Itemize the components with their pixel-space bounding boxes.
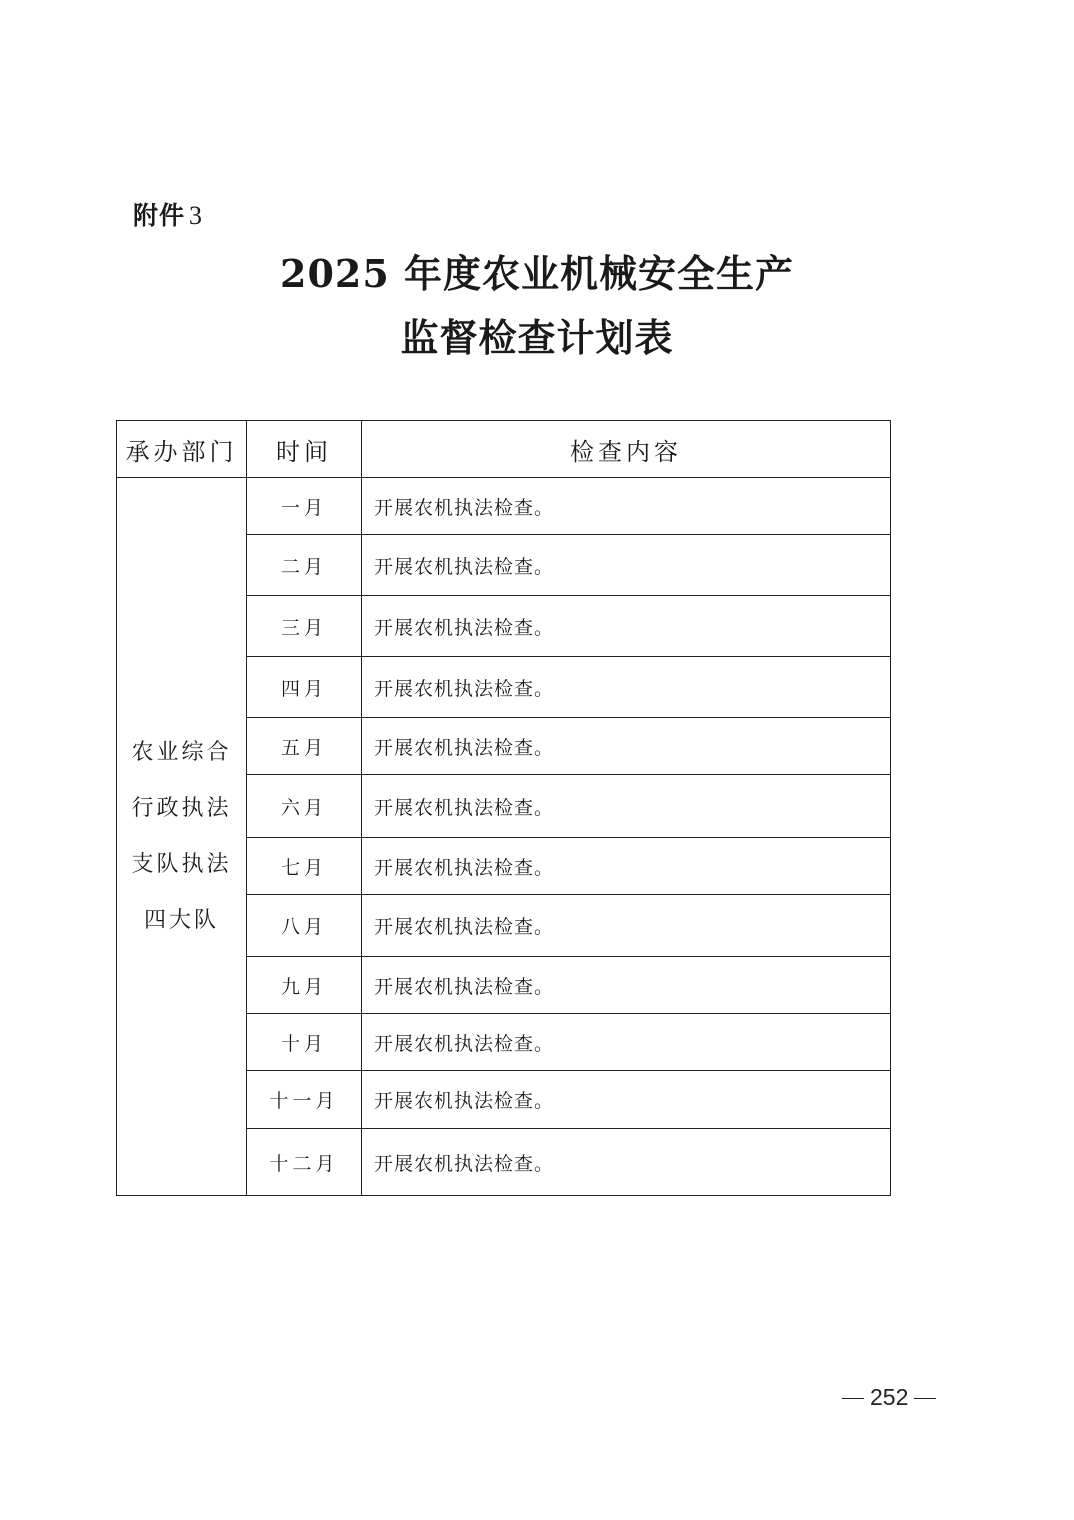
attachment-label — [133, 196, 203, 232]
month-cell: 九月 — [247, 957, 362, 1014]
table-header-row — [117, 421, 891, 478]
content-cell: 开展农机执法检查。 — [362, 657, 891, 718]
month-cell: 二月 — [247, 535, 362, 596]
table-row — [117, 478, 891, 535]
header-time: 时间 — [247, 421, 362, 478]
month-cell: 十月 — [247, 1014, 362, 1071]
month-cell: 七月 — [247, 838, 362, 895]
content-cell: 开展农机执法检查。 — [362, 838, 891, 895]
department-line: 行政执法 — [131, 795, 232, 821]
month-cell: 十二月 — [247, 1129, 362, 1196]
month-cell: 一月 — [247, 478, 362, 535]
month-cell: 八月 — [247, 895, 362, 957]
page-dash-left — [842, 1398, 864, 1399]
content-cell: 开展农机执法检查。 — [362, 775, 891, 838]
content-cell: 开展农机执法检查。 — [362, 957, 891, 1014]
department-line: 四大队 — [143, 907, 219, 933]
page-number — [836, 1384, 942, 1411]
content-cell: 开展农机执法检查。 — [362, 895, 891, 957]
month-cell: 十一月 — [247, 1071, 362, 1129]
header-department: 承办部门 — [117, 421, 247, 478]
attachment-text: 附件 — [133, 201, 186, 230]
content-cell: 开展农机执法检查。 — [362, 478, 891, 535]
month-cell: 六月 — [247, 775, 362, 838]
document-title-line-2: 监督检查计划表 — [400, 315, 674, 360]
department-cell — [117, 478, 247, 1196]
content-cell: 开展农机执法检查。 — [362, 596, 891, 657]
month-cell: 三月 — [247, 596, 362, 657]
document-title-line-1: 2025 年度农业机械安全生产 — [280, 251, 794, 296]
attachment-number: 3 — [189, 201, 204, 230]
department-line: 支队执法 — [131, 851, 232, 877]
header-content: 检查内容 — [362, 421, 891, 478]
content-cell: 开展农机执法检查。 — [362, 718, 891, 775]
month-cell: 四月 — [247, 657, 362, 718]
content-cell: 开展农机执法检查。 — [362, 1129, 891, 1196]
month-cell: 五月 — [247, 718, 362, 775]
content-cell: 开展农机执法检查。 — [362, 535, 891, 596]
content-cell: 开展农机执法检查。 — [362, 1071, 891, 1129]
page-dash-right — [914, 1398, 936, 1399]
content-cell: 开展农机执法检查。 — [362, 1014, 891, 1071]
inspection-plan-table — [116, 420, 891, 1196]
department-line: 农业综合 — [131, 739, 232, 765]
page-number-value: 252 — [870, 1384, 909, 1410]
